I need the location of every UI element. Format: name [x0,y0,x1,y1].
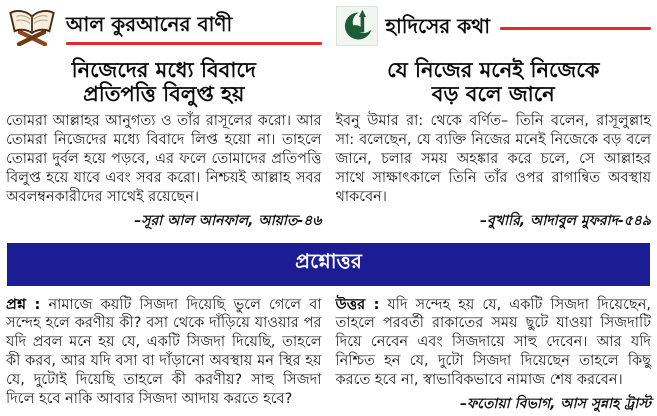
hadith-attribution: –বুখারি, আদাবুল মুফরাদ-৫৪৯ [480,212,651,229]
answer-paragraph [336,296,652,390]
qa-row [6,296,651,416]
hadith-red-line [500,27,651,30]
quran-section-title: আল কুরআনের বাণী [66,12,233,36]
qa-attribution: –ফতোয়া বিভাগ, আস সুন্নাহ ট্রাস্ট [460,395,651,412]
hadith-article-body: ইবনু উমার রা: থেকে বর্ণিত– তিনি বলেন, রাসূলুল্লাহ সা: বলেছেন, যে ব্যক্তি নিজের মনেই নিজেকে বড় বলে জানে, চলার সময় অহঙ্কার করে চলে, সে আল্লাহর সাথে সাক্ষাৎকালে তিনি তাঁর ওপর রাগান্বিত অবস্থায় থাকবেন। [335,113,652,205]
hadith-header-text-block [386,6,652,38]
hadith-article [336,6,652,233]
answer-column [336,296,652,416]
quran-article [6,6,322,233]
quran-red-underline [66,42,322,45]
quran-book-icon [6,6,58,46]
top-articles-row [6,6,651,233]
qa-banner [7,243,650,286]
answer-label: উত্তর : [335,296,380,313]
quran-heading-line1: নিজেদের মধ্যে বিবাদে [71,58,256,82]
mosque-crescent-icon [336,6,378,46]
question-column [6,296,322,416]
answer-text: যদি সন্দেহ হয় যে, একটি সিজদা দিয়েছেন, তাহলে পরবর্তী রাকাতের সময় ছুটে যাওয়া সিজদাটি দিয়ে নেবেন এবং সিজদায়ে সাহু দেবেন। আর যদি নিশ্চিত হন যে, দুটো সিজদা দিয়েছেন তাহলে কিছু করতে হবে না, স্বাভাবিকভাবে নামাজ শেষ করবেন। [335,296,651,388]
hadith-heading-line2: বড় বলে জানে [431,82,555,107]
question-text: নামাজে কয়টি সিজদা দিয়েছি ভুলে গেলে বা সন্দেহ হলে করণীয় কী? বসা থেকে দাঁড়িয়ে যাওয়ার পর যদি প্রবল মনে হয় যে, একটি সিজদা দিয়েছি, তাহলে কী করব, আর যদি বসা বা দাঁড়ানো অবস্থায় মন স্থির হয় যে, দুটোই দিয়েছি তাহলে কী করণীয়? সাহু সিজদা দিলে হবে নাকি আবার সিজদা আদায় করতে হবে? [6,296,322,407]
quran-header-text-block [66,6,322,45]
quran-attribution: –সূরা আল আনফাল, আয়াত-৪৬ [134,212,322,229]
quran-section-header [6,6,322,50]
hadith-section-title: হাদিসের কথা [385,14,490,38]
hadith-heading-line1: যে নিজের মনেই নিজেকে [387,58,600,82]
hadith-section-header [336,6,652,50]
question-paragraph [6,296,322,409]
hadith-article-heading [336,58,652,106]
quran-heading-line2: প্রতিপত্তি বিলুপ্ত হয় [83,82,245,107]
qa-banner-title: প্রশ্নোত্তর [295,248,362,273]
quran-article-body: তোমরা আল্লাহর আনুগত্য ও তাঁর রাসূলের করো। আর তোমরা নিজেদের মধ্যে বিবাদে লিপ্ত হয়ো না। তাহলে তোমরা দুর্বল হয়ে পড়বে, এর ফলে তোমাদের প্রতিপত্তি বিলুপ্ত হয়ে যাবে এবং সবর করো। নিশ্চয়ই আল্লাহ সবর অবলম্বনকারীদের সাথেই রয়েছেন। [6,113,322,205]
question-label: প্রশ্ন : [6,296,41,313]
quran-article-heading [6,58,322,106]
